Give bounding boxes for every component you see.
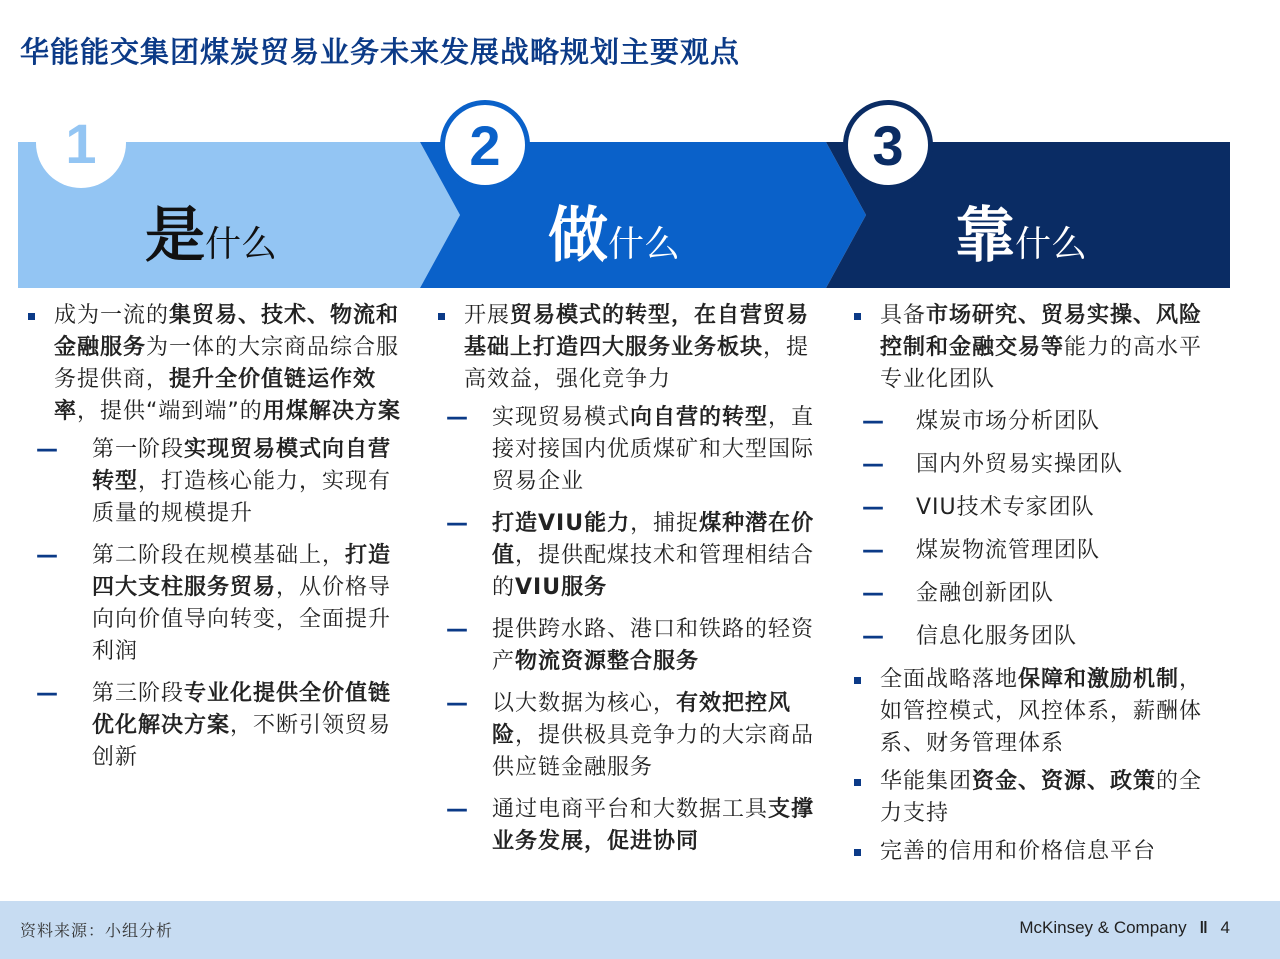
bullet-point: 全面战略落地保障和激励机制，如管控模式，风控体系，薪酬体系、财务管理体系 [852,664,1220,760]
sub-point: — 通过电商平台和大数据工具支撑业务发展，促进协同 [436,794,818,858]
pillar-2-number-circle [440,100,530,190]
dash-marker: — [36,437,59,462]
pillar-2-number: 2 [469,113,501,177]
pillar-1-number-circle [36,98,126,188]
bullet-point: 成为一流的集贸易、技术、物流和金融服务为一体的大宗商品综合服务提供商，提升全价值链运作效率，提供“端到端”的用煤解决方案 [26,300,404,428]
sub-point: — 第一阶段实现贸易模式向自营转型，打造核心能力，实现有质量的规模提升 [26,434,404,530]
bullet-point: 完善的信用和价格信息平台 [852,836,1220,868]
sub-point: — 以大数据为核心，有效把控风险，提供极具竞争力的大宗商品供应链金融服务 [436,688,818,784]
sub-point: — 信息化服务团队 [852,621,1220,653]
dash-marker: — [446,511,469,536]
bullet-point: 具备市场研究、贸易实操、风险控制和金融交易等能力的高水平专业化团队 [852,300,1220,396]
sub-point: — 煤炭市场分析团队 [852,406,1220,438]
sub-point: — 煤炭物流管理团队 [852,535,1220,567]
dash-marker: — [446,797,469,822]
dash-marker: — [446,691,469,716]
pillar-1-content [26,300,404,784]
source-note: 资料来源：小组分析 [20,921,174,940]
dash-marker: — [862,495,885,520]
pillar-1-number: 1 [65,111,97,175]
pillar-3-number-circle [843,100,933,190]
dash-marker: — [862,452,885,477]
footer-divider: ‖ [1199,918,1208,937]
dash-marker: — [862,581,885,606]
sub-point: — 第三阶段专业化提供全价值链优化解决方案，不断引领贸易创新 [26,678,404,774]
dash-marker: — [862,538,885,563]
dash-marker: — [862,409,885,434]
bullet-point: 开展贸易模式的转型，在自营贸易基础上打造四大服务业务板块，提高效益，强化竞争力 [436,300,818,396]
dash-marker: — [446,405,469,430]
company-footer [1019,918,1230,938]
dash-marker: — [446,617,469,642]
sub-point: — 第二阶段在规模基础上，打造四大支柱服务贸易，从价格导向向价值导向转变，全面提升利润 [26,540,404,668]
dash-marker: — [36,543,59,568]
pillar-2-content [436,300,818,868]
page-title: 华能能交集团煤炭贸易业务未来发展战略规划主要观点 [20,35,741,69]
company-name: McKinsey & Company [1019,918,1187,937]
sub-point: — 实现贸易模式向自营的转型，直接对接国内优质煤矿和大型国际贸易企业 [436,402,818,498]
sub-point: — 提供跨水路、港口和铁路的轻资产物流资源整合服务 [436,614,818,678]
sub-point: — VIU技术专家团队 [852,492,1220,524]
page-number: 4 [1220,918,1230,937]
dash-marker: — [862,624,885,649]
bullet-point: 华能集团资金、资源、政策的全力支持 [852,766,1220,830]
pillar-3-number: 3 [872,113,904,177]
sub-point: — 金融创新团队 [852,578,1220,610]
pillar-1-heading: 是什么 [145,201,278,271]
pillar-3-content [852,300,1220,874]
sub-point: — 打造VIU能力，捕捉煤种潜在价值，提供配煤技术和管理相结合的VIU服务 [436,508,818,604]
pillar-3-heading: 靠什么 [955,201,1088,271]
pillar-2-heading: 做什么 [548,201,681,271]
sub-point: — 国内外贸易实操团队 [852,449,1220,481]
dash-marker: — [36,681,59,706]
